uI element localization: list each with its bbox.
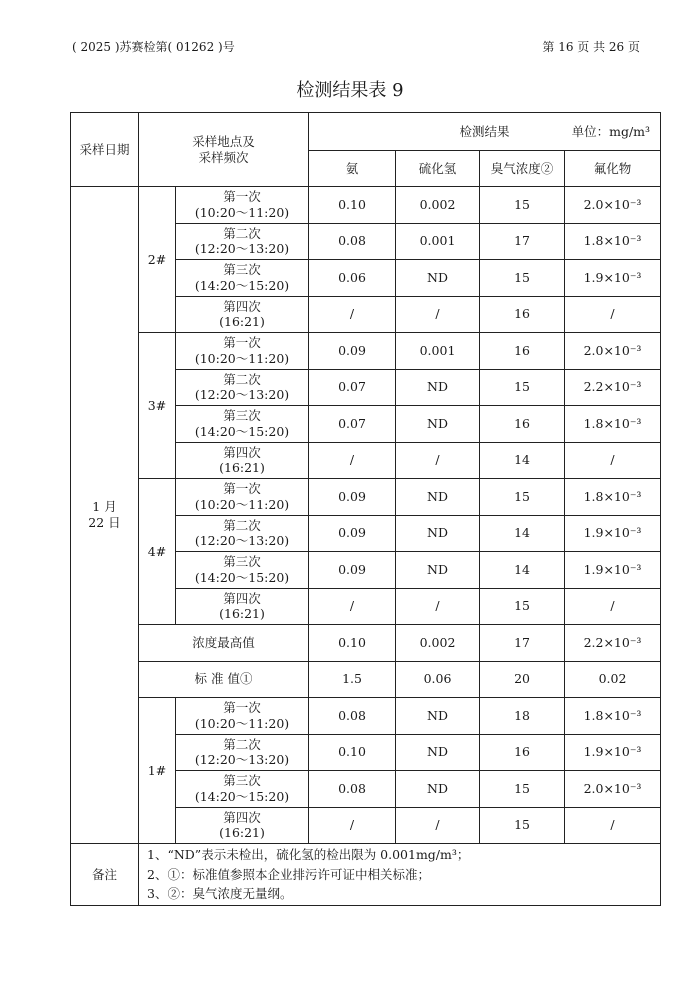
notes-row (71, 844, 661, 906)
h2s-value: 0.002 (396, 625, 480, 662)
odor-value: 15 (480, 187, 565, 224)
h2s-value: / (396, 588, 480, 625)
table-title: 检测结果表 9 (296, 80, 404, 101)
table-row (71, 698, 661, 735)
fluoride-value: 1.9×10⁻³ (565, 552, 661, 589)
odor-value: 16 (480, 406, 565, 443)
frequency-time: (10:20～11:20) (194, 715, 290, 731)
note-line: 2、①：标准值参照本企业排污许可证中相关标准； (147, 866, 430, 882)
h2s-value: ND (396, 771, 480, 808)
ammonia-value: / (309, 807, 396, 844)
header-results (309, 113, 661, 151)
fluoride-value: / (565, 588, 661, 625)
frequency-cell (176, 223, 309, 260)
frequency-label: 第四次 (223, 444, 261, 460)
ammonia-value: 0.06 (309, 260, 396, 297)
frequency-cell (176, 698, 309, 735)
ammonia-value: 0.07 (309, 369, 396, 406)
frequency-cell (176, 406, 309, 443)
fluoride-value: 1.8×10⁻³ (565, 223, 661, 260)
frequency-cell (176, 734, 309, 771)
frequency-cell (176, 552, 309, 589)
h2s-value: / (396, 807, 480, 844)
h2s-value: 0.001 (396, 333, 480, 370)
header-site-frequency (139, 113, 309, 187)
ammonia-value: 0.09 (309, 515, 396, 552)
max-value-row (71, 625, 661, 662)
odor-value: 15 (480, 807, 565, 844)
ammonia-value: 1.5 (309, 661, 396, 698)
site-cell: 4# (139, 479, 176, 625)
odor-value: 15 (480, 479, 565, 516)
header-site-line2: 采样频次 (198, 149, 249, 165)
fluoride-value: / (565, 296, 661, 333)
h2s-value: ND (396, 698, 480, 735)
odor-value: 15 (480, 588, 565, 625)
ammonia-value: 0.09 (309, 333, 396, 370)
standard-value-row (71, 661, 661, 698)
fluoride-value: 0.02 (565, 661, 661, 698)
frequency-cell (176, 588, 309, 625)
fluoride-value: / (565, 442, 661, 479)
fluoride-value: 1.8×10⁻³ (565, 406, 661, 443)
frequency-cell (176, 479, 309, 516)
odor-value: 16 (480, 296, 565, 333)
frequency-time: (16:21) (219, 314, 265, 330)
odor-value: 17 (480, 223, 565, 260)
frequency-label: 第二次 (223, 517, 261, 533)
frequency-time: (10:20～11:20) (194, 350, 290, 366)
frequency-time: (10:20～11:20) (194, 496, 290, 512)
frequency-cell (176, 333, 309, 370)
frequency-label: 第三次 (223, 408, 261, 424)
odor-value: 20 (480, 661, 565, 698)
frequency-cell (176, 369, 309, 406)
h2s-value: ND (396, 515, 480, 552)
odor-value: 15 (480, 369, 565, 406)
ammonia-value: 0.10 (309, 734, 396, 771)
fluoride-value: 1.8×10⁻³ (565, 479, 661, 516)
header-ammonia: 氨 (309, 151, 396, 187)
fluoride-value: 1.8×10⁻³ (565, 698, 661, 735)
h2s-value: ND (396, 734, 480, 771)
odor-value: 18 (480, 698, 565, 735)
fluoride-value: 1.9×10⁻³ (565, 515, 661, 552)
ammonia-value: 0.10 (309, 187, 396, 224)
ammonia-value: 0.08 (309, 223, 396, 260)
h2s-value: / (396, 442, 480, 479)
h2s-value: / (396, 296, 480, 333)
ammonia-value: 0.07 (309, 406, 396, 443)
table-row (71, 333, 661, 370)
site-cell: 2# (139, 187, 176, 333)
standard-value-row-label: 标 准 值① (139, 661, 309, 698)
frequency-label: 第一次 (223, 700, 261, 716)
frequency-cell (176, 296, 309, 333)
h2s-value: 0.002 (396, 187, 480, 224)
odor-value: 16 (480, 333, 565, 370)
odor-value: 17 (480, 625, 565, 662)
frequency-label: 第四次 (223, 809, 261, 825)
site-cell: 1# (139, 698, 176, 844)
frequency-label: 第一次 (223, 335, 261, 351)
header-results-label: 检测结果 (459, 123, 510, 139)
h2s-value: ND (396, 369, 480, 406)
page-info: 第 16 页 共 26 页 (542, 40, 640, 54)
h2s-value: ND (396, 260, 480, 297)
h2s-value: 0.001 (396, 223, 480, 260)
fluoride-value: / (565, 807, 661, 844)
header-odor: 臭气浓度② (480, 151, 565, 187)
odor-value: 14 (480, 442, 565, 479)
ammonia-value: 0.09 (309, 552, 396, 589)
frequency-label: 第二次 (223, 371, 261, 387)
frequency-cell (176, 442, 309, 479)
h2s-value: 0.06 (396, 661, 480, 698)
ammonia-value: 0.08 (309, 771, 396, 808)
odor-value: 15 (480, 260, 565, 297)
odor-value: 16 (480, 734, 565, 771)
h2s-value: ND (396, 406, 480, 443)
ammonia-value: / (309, 442, 396, 479)
h2s-value: ND (396, 552, 480, 589)
header-h2s: 硫化氢 (396, 151, 480, 187)
frequency-cell (176, 807, 309, 844)
fluoride-value: 2.2×10⁻³ (565, 369, 661, 406)
date-day: 22 日 (88, 515, 121, 530)
ammonia-value: 0.09 (309, 479, 396, 516)
fluoride-value: 1.9×10⁻³ (565, 734, 661, 771)
date-cell (71, 187, 139, 844)
frequency-label: 第一次 (223, 189, 261, 205)
date-month: 1 月 (92, 499, 117, 515)
ammonia-value: 0.08 (309, 698, 396, 735)
max-value-row-label: 浓度最高值 (139, 625, 309, 662)
note-line: 3、②：臭气浓度无量纲。 (147, 886, 293, 902)
fluoride-value: 1.9×10⁻³ (565, 260, 661, 297)
frequency-time: (12:20～13:20) (194, 387, 290, 403)
odor-value: 14 (480, 515, 565, 552)
frequency-label: 第四次 (223, 590, 261, 606)
ammonia-value: / (309, 296, 396, 333)
frequency-cell (176, 260, 309, 297)
frequency-label: 第三次 (223, 262, 261, 278)
frequency-time: (12:20～13:20) (194, 241, 290, 257)
frequency-cell (176, 187, 309, 224)
frequency-time: (12:20～13:20) (194, 752, 290, 768)
frequency-time: (12:20～13:20) (194, 533, 290, 549)
header-site-line1: 采样地点及 (192, 133, 255, 149)
frequency-label: 第一次 (223, 481, 261, 497)
frequency-label: 第二次 (223, 225, 261, 241)
header-unit: 单位：mg/m³ (571, 123, 651, 139)
fluoride-value: 2.0×10⁻³ (565, 333, 661, 370)
table-row (71, 187, 661, 224)
results-table (70, 112, 661, 906)
ammonia-value: / (309, 588, 396, 625)
odor-value: 15 (480, 771, 565, 808)
frequency-cell (176, 515, 309, 552)
table-row (71, 479, 661, 516)
frequency-label: 第四次 (223, 298, 261, 314)
frequency-time: (14:20～15:20) (194, 423, 290, 439)
frequency-time: (14:20～15:20) (194, 788, 290, 804)
report-number: ( 2025 )苏赛检第( 01262 )号 (72, 40, 235, 54)
fluoride-value: 2.0×10⁻³ (565, 771, 661, 808)
header-fluoride: 氟化物 (565, 151, 661, 187)
notes-content (139, 844, 661, 906)
frequency-time: (14:20～15:20) (194, 277, 290, 293)
notes-label: 备注 (71, 844, 139, 906)
frequency-cell (176, 771, 309, 808)
frequency-time: (16:21) (219, 825, 265, 841)
frequency-time: (10:20～11:20) (194, 204, 290, 220)
frequency-label: 第三次 (223, 554, 261, 570)
fluoride-value: 2.0×10⁻³ (565, 187, 661, 224)
fluoride-value: 2.2×10⁻³ (565, 625, 661, 662)
ammonia-value: 0.10 (309, 625, 396, 662)
header-sample-date: 采样日期 (71, 113, 139, 187)
site-cell: 3# (139, 333, 176, 479)
frequency-label: 第三次 (223, 773, 261, 789)
frequency-time: (16:21) (219, 460, 265, 476)
note-line: 1、“ND”表示未检出，硫化氢的检出限为 0.001mg/m³； (147, 847, 470, 863)
frequency-time: (14:20～15:20) (194, 569, 290, 585)
frequency-label: 第二次 (223, 736, 261, 752)
h2s-value: ND (396, 479, 480, 516)
frequency-time: (16:21) (219, 606, 265, 622)
odor-value: 14 (480, 552, 565, 589)
